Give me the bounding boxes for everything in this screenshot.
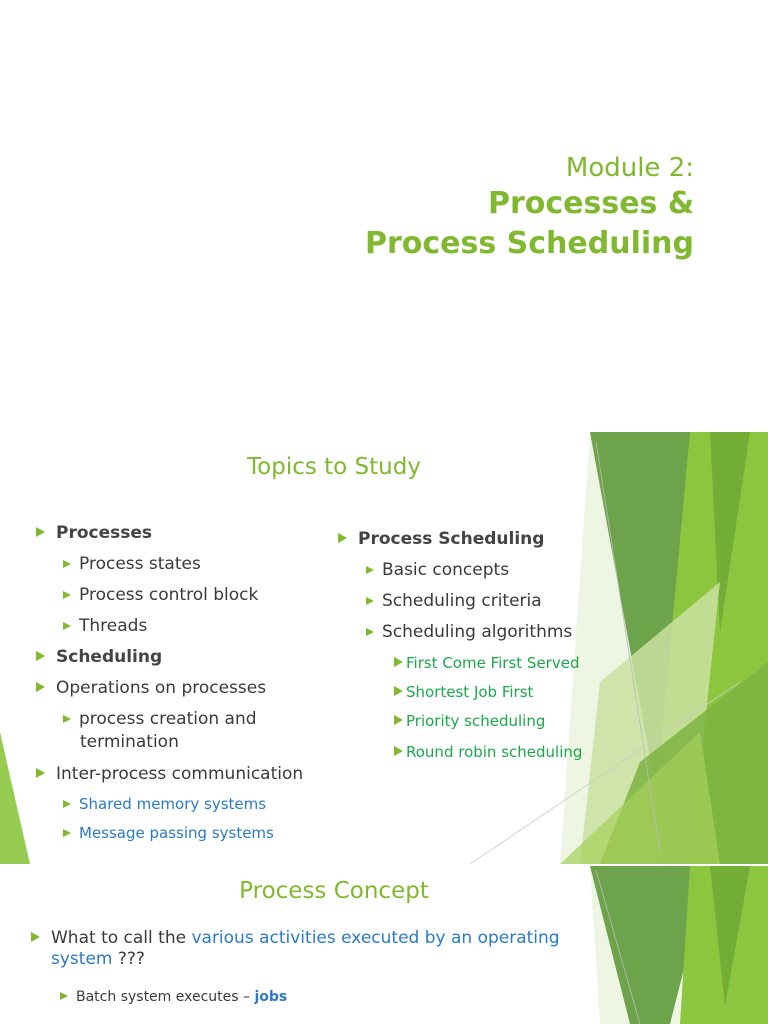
triangle-bullet-icon — [366, 566, 374, 574]
triangle-bullet-icon — [394, 686, 403, 696]
triangle-bullet-icon — [36, 682, 45, 692]
topics-slide — [0, 432, 768, 864]
triangle-bullet-icon — [394, 746, 403, 756]
algo-round-robin: Round robin scheduling — [394, 741, 582, 763]
process-concept-slide — [0, 866, 768, 1024]
triangle-bullet-icon — [60, 992, 68, 1000]
triangle-bullet-icon — [36, 527, 45, 537]
triangle-bullet-icon — [366, 628, 374, 636]
triangle-bullet-icon — [63, 591, 71, 599]
topics-title: Topics to Study — [247, 454, 421, 480]
topic-threads: Threads — [63, 615, 147, 637]
module-title — [365, 152, 694, 264]
topic-termination: termination — [80, 732, 179, 752]
topic-process-scheduling: Process Scheduling — [338, 528, 544, 550]
algo-priority: Priority scheduling — [394, 710, 545, 732]
triangle-bullet-icon — [63, 715, 71, 723]
topic-message-passing: Message passing systems — [63, 822, 274, 844]
topic-shared-memory: Shared memory systems — [63, 793, 266, 815]
module-label: Module 2: — [565, 153, 694, 183]
triangle-bullet-icon — [394, 657, 403, 667]
topic-scheduling-criteria: Scheduling criteria — [366, 590, 542, 612]
triangle-bullet-icon — [36, 651, 45, 661]
module-title-line1: Processes & — [487, 186, 694, 221]
batch-bullet: Batch system executes – jobs — [60, 986, 287, 1008]
module-title-line2: Process Scheduling — [364, 226, 694, 261]
triangle-bullet-icon — [63, 800, 71, 808]
topic-ipc: Inter-process communication — [36, 763, 303, 785]
process-concept-title: Process Concept — [239, 878, 429, 904]
triangle-bullet-icon — [63, 829, 71, 837]
triangle-bullet-icon — [31, 932, 40, 942]
triangle-bullet-icon — [63, 560, 71, 568]
topic-operations: Operations on processes — [36, 677, 266, 699]
topic-scheduling-algorithms: Scheduling algorithms — [366, 621, 572, 643]
triangle-bullet-icon — [338, 533, 347, 543]
topic-scheduling: Scheduling — [36, 646, 162, 668]
triangle-bullet-icon — [366, 597, 374, 605]
algo-fcfs: First Come First Served — [394, 652, 579, 674]
topic-pcb: Process control block — [63, 584, 258, 606]
algo-sjf: Shortest Job First — [394, 681, 533, 703]
title-slide — [0, 0, 768, 432]
topic-processes: Processes — [36, 522, 152, 544]
triangle-bullet-icon — [63, 622, 71, 630]
topic-process-creation: process creation and — [63, 708, 257, 730]
topic-process-states: Process states — [63, 553, 201, 575]
triangle-bullet-icon — [394, 715, 403, 725]
topic-basic-concepts: Basic concepts — [366, 559, 509, 581]
question-bullet: What to call the various activities executed by an operating system ??? — [31, 928, 591, 970]
triangle-bullet-icon — [36, 768, 45, 778]
